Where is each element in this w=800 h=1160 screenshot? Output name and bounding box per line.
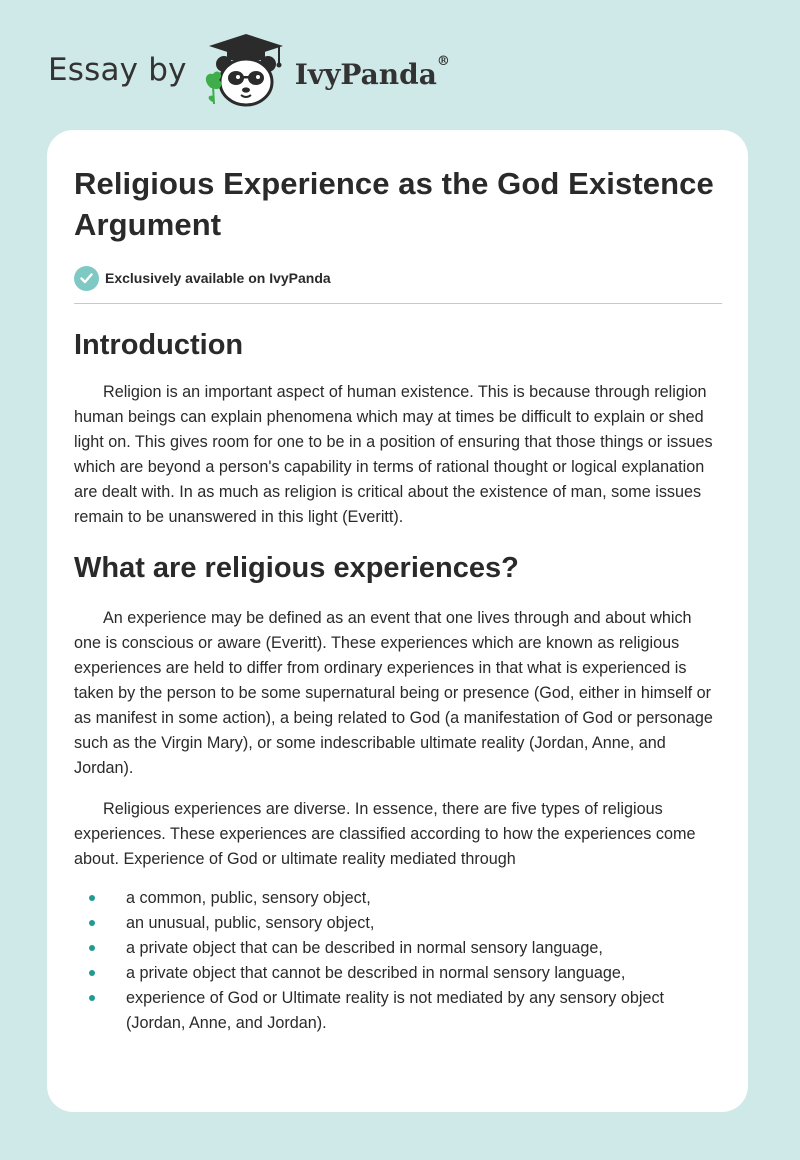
- exclusive-badge: [74, 265, 722, 291]
- exclusive-label: Exclusively available on IvyPanda: [105, 270, 331, 286]
- divider: [74, 303, 722, 304]
- ivy-leaf-icon: [206, 72, 222, 104]
- section-heading-what-are-religious-experiences: What are religious experiences?: [74, 552, 519, 584]
- list-item: a private object that cannot be described in normal sensory language,: [74, 961, 722, 986]
- experience-types-list: [74, 886, 722, 1036]
- list-item: an unusual, public, sensory object,: [74, 911, 722, 936]
- paragraph: An experience may be defined as an event that one lives through and about which one is conscious or aware (Everitt). These experiences which are known as religious experiences are held to differ from ordinary experiences in that what is experienced is taken by the person to be some supernatural being or presence (God, either in himself or as manifest in some action), a being related to God (a manifestation of God or personage such as the Virgin Mary), or some indescribable ultimate reality (Jordan, Anne, and Jordan).: [74, 609, 713, 777]
- paragraph: Religion is an important aspect of human existence. This is because through religion human beings can explain phenomena which may at times be difficult to explain or shed light on. This gives room for one to be in a position of ensuring that those things or issues which are beyond a person's capability in terms of rational thought or logical explanation are dealt with. In as much as religion is critical about the existence of man, some issues remain to be unanswered in this light (Everitt).: [74, 383, 713, 526]
- check-circle-icon: [74, 266, 99, 291]
- panda-graduate-icon[interactable]: [201, 30, 291, 110]
- list-item: experience of God or Ultimate reality is not mediated by any sensory object (Jordan, Anne, and Jordan).: [74, 986, 722, 1036]
- list-item: a private object that can be described in normal sensory language,: [74, 936, 722, 961]
- essay-by-label: Essay by: [48, 52, 187, 88]
- list-item: a common, public, sensory object,: [74, 886, 722, 911]
- brand-name[interactable]: IvyPanda®: [294, 54, 450, 91]
- site-header: [48, 30, 450, 110]
- page-title: Religious Experience as the God Existence Argument: [74, 166, 714, 242]
- section-heading-introduction: Introduction: [74, 329, 244, 361]
- registered-mark: ®: [436, 54, 450, 70]
- paragraph: Religious experiences are diverse. In essence, there are five types of religious experiences. These experiences are classified according to how the experiences come about. Experience of God or ultimate reality mediated through: [74, 800, 696, 868]
- article-card: [47, 130, 748, 1112]
